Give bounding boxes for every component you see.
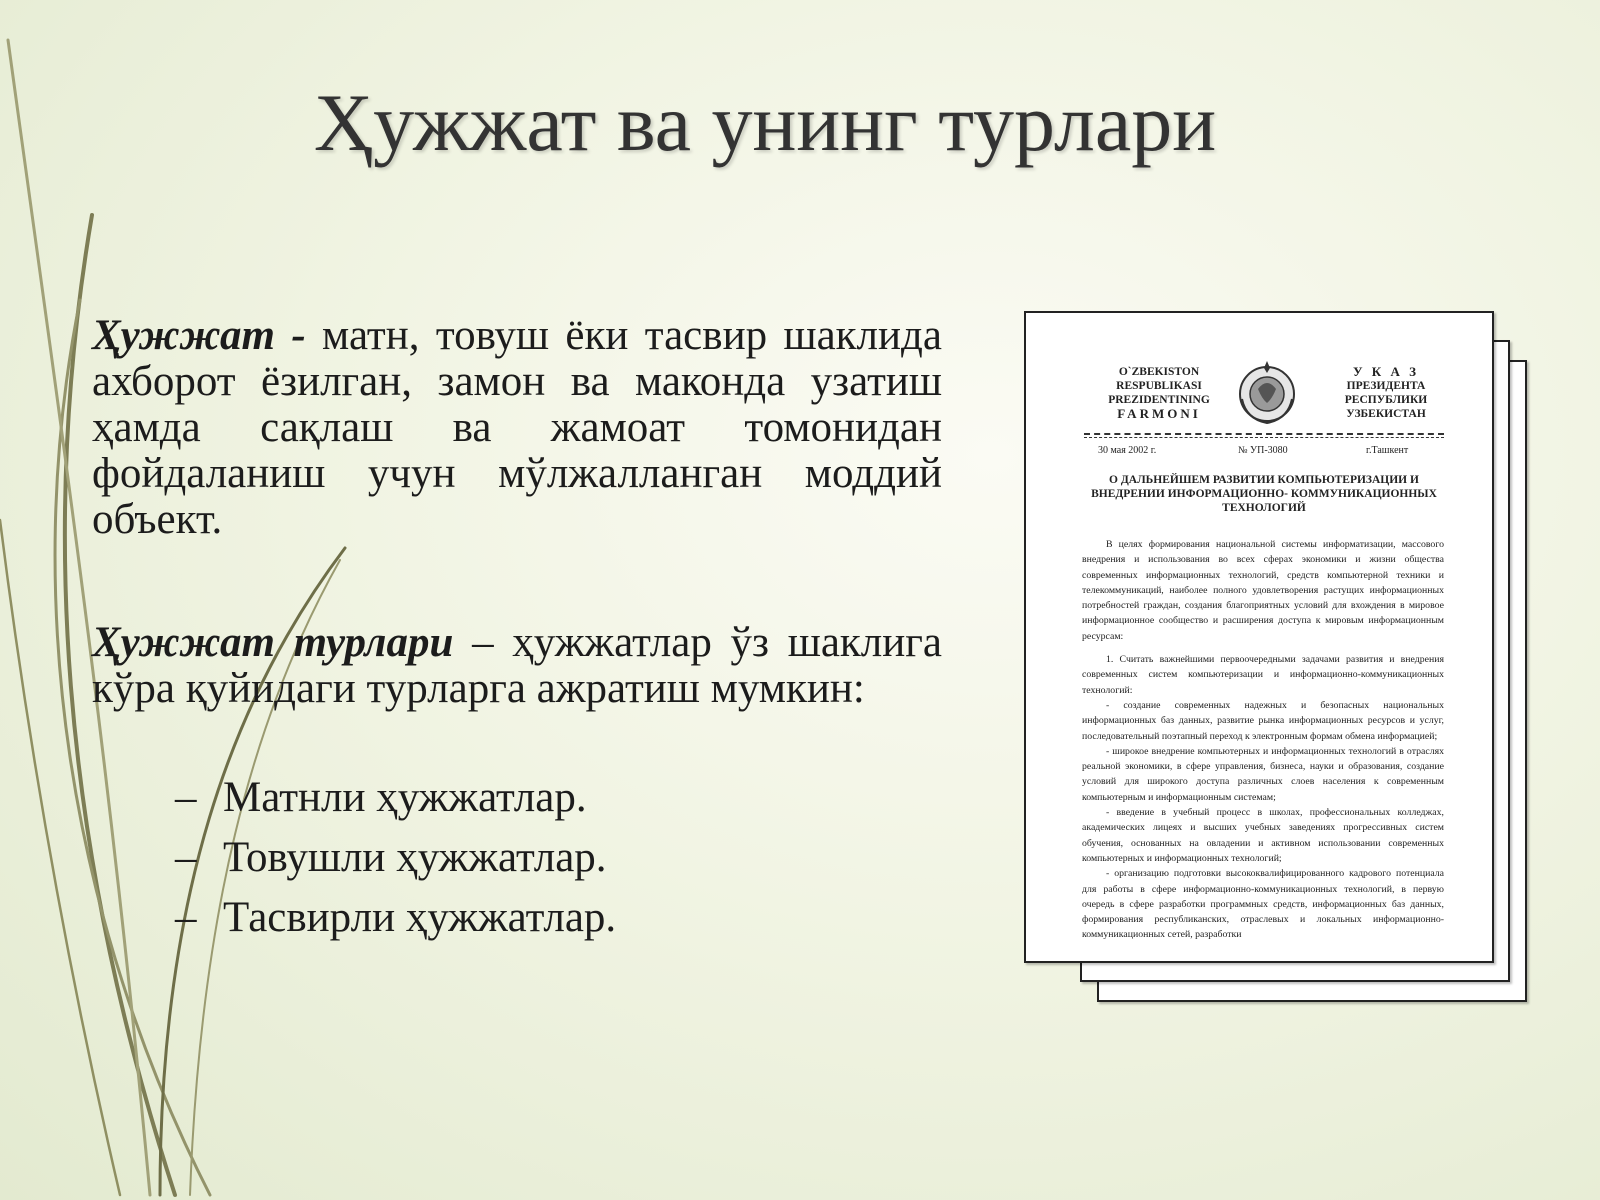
header-right [1326,365,1446,421]
list-item-text: Тасвирли ҳужжатлар. [223,894,617,941]
document-number: № УП-3080 [1238,445,1288,456]
document-body [1082,537,1444,943]
document-paragraph: - организацию подготовки высококвалифицированного кадрового потенциала для работы в сфере информационно-коммуникационных технологий, в первую очередь в сфере разработки программных средств, информационных баз данных, формирования республиканских, отраслевых и локальных информационно-коммуникационных сетей, разработки [1082,868,1444,941]
types-paragraph [92,620,942,712]
definition-text: матн, товуш ёки тасвир шаклида ахборот ёзилган, замон ва маконда узатиш ҳамда сақлаш ва жамоат томонидан фойдаланиш учун мўлжалланган моддий объект. [92,312,942,543]
document-sheet-front [1024,311,1494,963]
document-paragraph: - создание современных надежных и безопасных национальных информационных баз данных, развитие рынка информационных ресурсов и услуг, последовательный поэтапный переход к электронным формам обмена информацией; [1082,699,1444,742]
bullet-dash: – [175,894,197,941]
list-item [175,888,616,948]
header-left-line: FARMONI [1117,406,1201,421]
document-paragraph: - широкое внедрение компьютерных и информационных технологий в отраслях реальной экономики, в сфере управления, бизнеса, науки и образования, создание условий для широкого доступа различных слоев населения к современным компьютерным и информационным системам; [1082,745,1444,803]
document-title: О ДАЛЬНЕЙШЕМ РАЗВИТИИ КОМПЬЮТЕРИЗАЦИИ И ВНЕДРЕНИИ ИНФОРМАЦИОННО- КОММУНИКАЦИОННЫХ ТЕХНОЛОГИЙ [1091,474,1437,514]
header-right-line: РЕСПУБЛИКИ [1344,394,1428,406]
header-right-line: У К А З [1353,364,1419,379]
document-paragraph: В целях формирования национальной системы информатизации, массового внедрения и использования во всех сферах экономики и жизни общества современных информационных технологий, средств компьютерной техники и телекоммуникаций, наиболее полного удовлетворения растущих информационных потребностей граждан, создания благоприятных условий для вхождения в мировое информационное сообщество и расширения доступа к мировым информационным ресурсам: [1082,539,1444,642]
state-emblem-icon [1236,359,1298,427]
document-paragraph: 1. Считать важнейшими первоочередными задачами развития и внедрения современных систем компьютеризации и информационно-коммуникационных технологий: [1082,654,1444,696]
definition-separator: - [274,312,323,359]
bullet-dash: – [175,774,197,821]
header-divider [1084,433,1444,435]
header-right-line: УЗБЕКИСТАН [1346,408,1426,420]
header-right-line: ПРЕЗИДЕНТА [1346,380,1426,392]
list-item [175,828,616,888]
bullet-dash: – [175,834,197,881]
header-left-line: O`ZBEKISTON [1118,366,1200,378]
definition-term: Ҳужжат [92,312,275,359]
header-left [1094,365,1224,421]
header-left-line: PREZIDENTINING [1108,394,1210,406]
list-item [175,768,616,828]
document-paragraph: - введение в учебный процесс в школах, профессиональных колледжах, академических лицеях и высших учебных заведениях прогрессивных систем обучения, основанных на овладении и активном использовании современных компьютерных и информационных технологий; [1082,807,1444,864]
list-item-text: Товушли ҳужжатлар. [223,834,607,881]
types-list [175,768,616,948]
document-city: г.Ташкент [1366,445,1409,456]
types-separator: – [453,619,513,666]
page-title: Ҳужжат ва унинг турлари [313,77,1217,168]
definition-paragraph [92,313,942,543]
types-text: ҳужжатлар ўз шаклига кўра қуйидаги турларга ажратиш мумкин: [92,619,942,712]
types-term: Ҳужжат турлари [92,619,454,666]
header-left-line: RESPUBLIKASI [1116,380,1202,392]
list-item-text: Матнли ҳужжатлар. [223,774,587,821]
document-date: 30 мая 2002 г. [1098,445,1157,456]
header-divider [1084,437,1444,438]
